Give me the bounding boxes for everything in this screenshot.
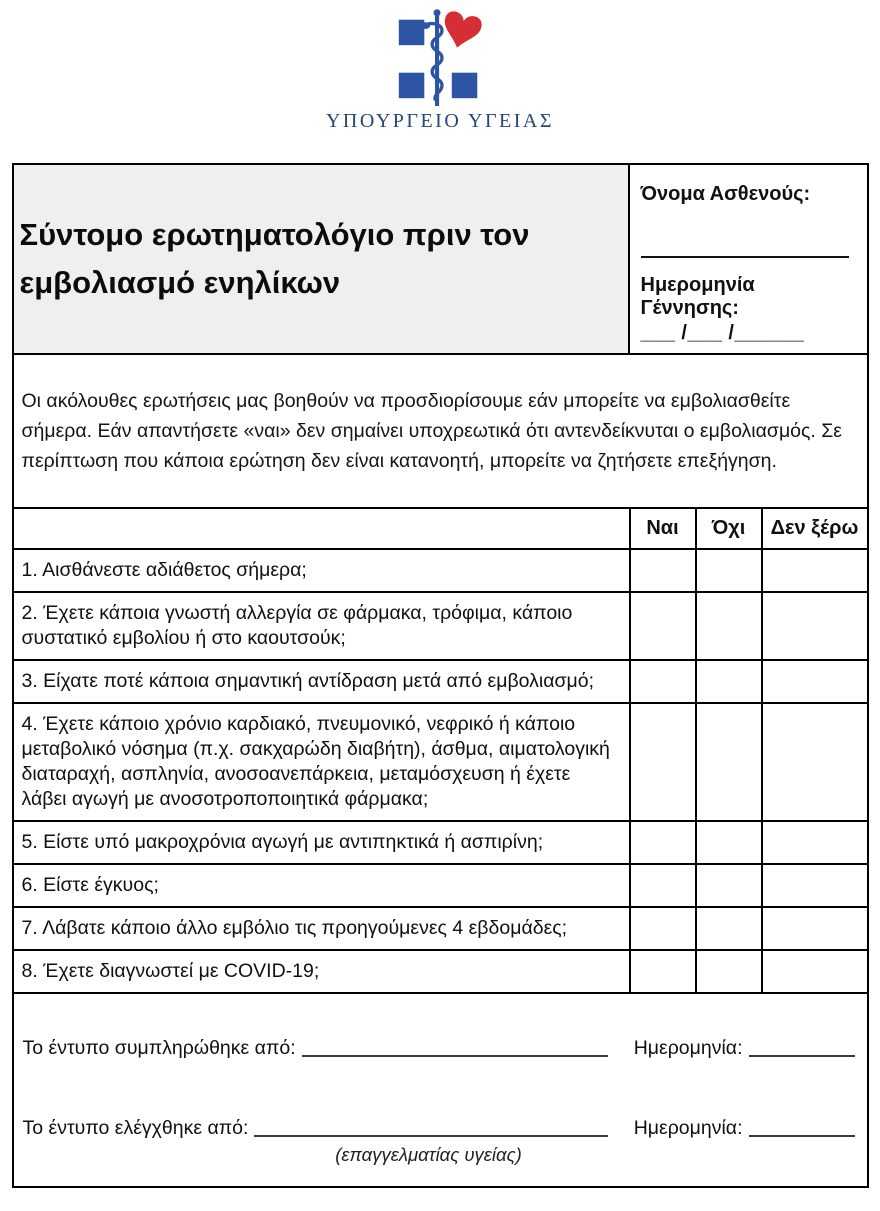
q1-dont-know-cell[interactable] [762,549,867,592]
question-7-text: 7. Λάβατε κάποιο άλλο εμβόλιο τις προηγούμενες 4 εβδομάδες; [14,907,630,950]
q4-dont-know-cell[interactable] [762,703,867,821]
checked-date-input-line[interactable] [749,1135,855,1137]
checked-by-row [23,1116,855,1140]
q2-no-cell[interactable] [696,592,762,660]
question-4-text: 4. Έχετε κάποιο χρόνιο καρδιακό, πνευμονικό, νεφρικό ή κάποιο μεταβολικό νόσημα (π.χ. σακχαρώδη διαβήτη), άσθμα, αιματολογική διαταραχή, ασπληνία, ανοσοανεπάρκεια, μεταμόσχευση ή έχετε λάβει αγωγή με ανοσοτροποποιητικά φάρμακα; [14,703,630,821]
question-3-text: 3. Είχατε ποτέ κάποια σημαντική αντίδραση μετά από εμβολιασμό; [14,660,630,703]
patient-info-cell [630,165,867,353]
snake-head [420,22,430,29]
question-8-text: 8. Έχετε διαγνωστεί με COVID-19; [14,950,630,993]
q2-dont-know-cell[interactable] [762,592,867,660]
cross-square-bottom-right [452,73,478,99]
q1-yes-cell[interactable] [630,549,696,592]
q6-no-cell[interactable] [696,864,762,907]
q5-yes-cell[interactable] [630,821,696,864]
snake-icon [424,24,442,100]
checked-by-label: Το έντυπο ελέγχθηκε από: [22,1117,249,1139]
snake-tongue [416,25,420,26]
completed-date-input-line[interactable] [749,1055,855,1057]
patient-name-label: Όνομα Ασθενούς: [640,183,811,205]
table-row [14,950,867,993]
q1-no-cell[interactable] [696,549,762,592]
form-title: Σύντομο ερωτηματολόγιο πριν τον εμβολιασμό ενηλίκων [19,216,530,300]
q6-yes-cell[interactable] [630,864,696,907]
table-row [14,549,867,592]
answer-header-dont-know: Δεν ξέρω [762,508,867,549]
q8-no-cell[interactable] [696,950,762,993]
question-6-text: 6. Είστε έγκυος; [14,864,630,907]
q3-dont-know-cell[interactable] [762,660,867,703]
completed-by-row [23,1036,855,1060]
q3-yes-cell[interactable] [630,660,696,703]
form-title-cell [14,165,630,353]
ministry-logo-block [0,0,880,160]
completed-date-label: Ημερομηνία: [633,1037,743,1059]
q5-no-cell[interactable] [696,821,762,864]
completed-by-input-line[interactable] [302,1055,608,1057]
completed-by-label: Το έντυπο συμπληρώθηκε από: [22,1037,296,1059]
q4-yes-cell[interactable] [630,703,696,821]
table-row [14,907,867,950]
questions-table [14,507,867,994]
footer-spacer [23,1060,855,1116]
form-footer [14,994,867,1186]
vaccination-questionnaire-form [12,163,869,1188]
ministry-of-health-logo-icon [389,4,491,108]
q7-dont-know-cell[interactable] [762,907,867,950]
checked-date-label: Ημερομηνία: [633,1117,743,1139]
table-row [14,703,867,821]
checked-date-group [634,1116,855,1140]
q8-yes-cell[interactable] [630,950,696,993]
table-header-row [14,508,867,549]
ministry-name-text: ΥΠΟΥΡΓΕΙΟ ΥΓΕΙΑΣ [325,110,554,132]
answer-header-no: Όχι [696,508,762,549]
completed-date-group [634,1036,855,1060]
birth-date-input-line[interactable]: ___ /___ /______ [640,322,805,344]
question-column-header [14,508,630,549]
q2-yes-cell[interactable] [630,592,696,660]
heart-icon [439,10,484,53]
question-2-text: 2. Έχετε κάποια γνωστή αλλεργία σε φάρμακα, τρόφιμα, κάποιο συστατικό εμβολίου ή στο καουτσούκ; [14,592,630,660]
checked-by-input-line[interactable] [254,1135,607,1137]
q3-no-cell[interactable] [696,660,762,703]
intro-paragraph: Οι ακόλουθες ερωτήσεις μας βοηθούν να προσδιορίσουμε εάν μπορείτε να εμβολιασθείτε σήμερα. Εάν απαντήσετε «ναι» δεν σημαίνει υποχρεωτικά ότι αντενδείκνυται ο εμβολιασμός. Σε περίπτωση που κάποια ερώτηση δεν είναι κατανοητή, μπορείτε να ζητήσετε επεξήγηση. [21,390,843,472]
answer-header-yes: Ναι [630,508,696,549]
cross-square-top-left [399,20,425,46]
q4-no-cell[interactable] [696,703,762,821]
cross-square-bottom-left [399,73,425,99]
q6-dont-know-cell[interactable] [762,864,867,907]
q5-dont-know-cell[interactable] [762,821,867,864]
birth-date-label: Ημερομηνία Γέννησης: [640,274,755,319]
table-row [14,592,867,660]
q8-dont-know-cell[interactable] [762,950,867,993]
table-row [14,864,867,907]
table-row [14,821,867,864]
question-1-text: 1. Αισθάνεστε αδιάθετος σήμερα; [14,549,630,592]
form-header [14,165,867,355]
patient-name-input-line[interactable] [641,256,849,258]
health-professional-note: (επαγγελματίας υγείας) [335,1144,522,1165]
q7-no-cell[interactable] [696,907,762,950]
q7-yes-cell[interactable] [630,907,696,950]
table-row [14,660,867,703]
question-5-text: 5. Είστε υπό μακροχρόνια αγωγή με αντιπηκτικά ή ασπιρίνη; [14,821,630,864]
